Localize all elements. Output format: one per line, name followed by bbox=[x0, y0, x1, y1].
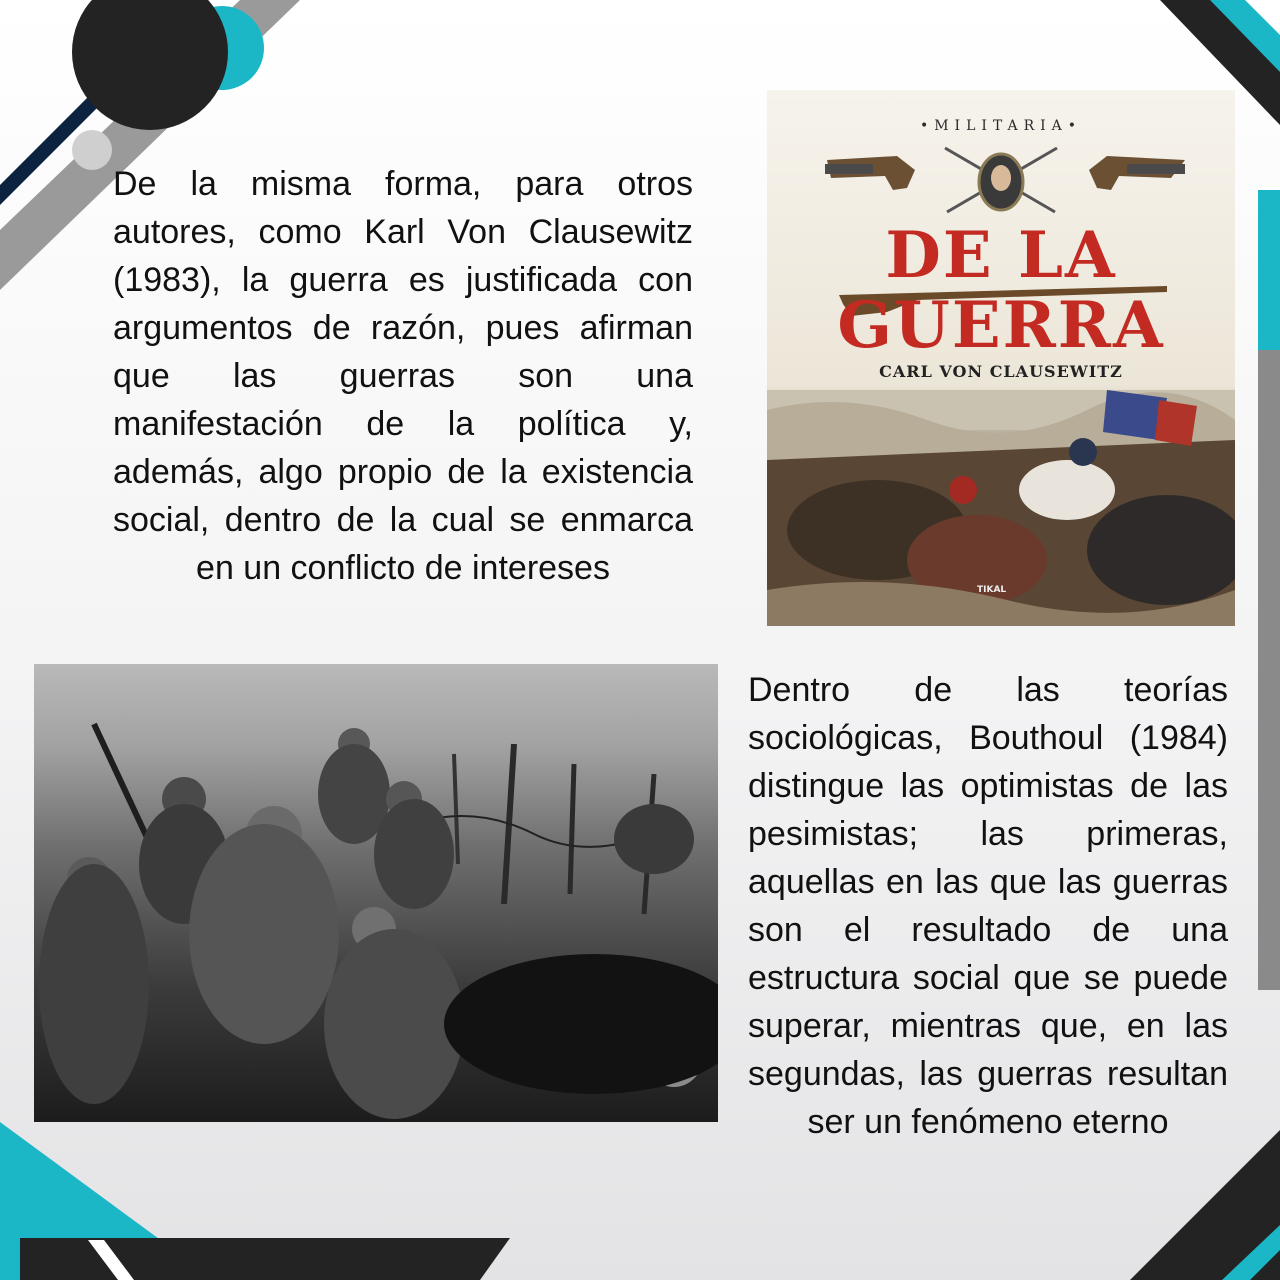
fence-post bbox=[570, 764, 574, 894]
soldier-silhouette bbox=[614, 804, 694, 874]
dark-circle-top-left bbox=[72, 0, 228, 130]
soldiers-in-trench-photo bbox=[34, 664, 718, 1122]
cover-title-line1: DE LA bbox=[885, 218, 1117, 293]
gray-dot-top-left bbox=[72, 130, 112, 170]
teal-bar-right bbox=[1258, 190, 1280, 350]
red-hat-icon bbox=[949, 476, 977, 504]
soldier-silhouette bbox=[189, 824, 339, 1044]
gray-bar-right bbox=[1258, 350, 1280, 990]
bouthoul-paragraph: Dentro de las teorías sociológicas, Bouthoul (1984) distingue las optimistas de las pesimistas; las primeras, aquellas en las que las guerras son el resultado de una estructura social que se puede superar, mientras que, en las segundas, las guerras resultan ser un fenómeno eterno bbox=[748, 671, 1228, 1141]
pistol-left-barrel-icon bbox=[825, 164, 873, 174]
book-cover-image bbox=[767, 90, 1235, 626]
soldier-silhouette bbox=[39, 864, 149, 1104]
white-horse-icon bbox=[1019, 460, 1115, 520]
clausewitz-paragraph: De la misma forma, para otros autores, como Karl Von Clausewitz (1983), la guerra es justificada con argumentos de razón, pues afirman que las guerras son una manifestación de la política y, además, algo propio de la existencia social, dentro de la cual se enmarca en un conflicto de intereses bbox=[113, 165, 693, 587]
portrait-face-icon bbox=[991, 165, 1011, 191]
pistol-right-barrel-icon bbox=[1127, 164, 1185, 174]
french-flag-red-icon bbox=[1155, 400, 1197, 446]
trench-illustration bbox=[34, 664, 718, 1122]
soldier-silhouette bbox=[374, 799, 454, 909]
rider-icon bbox=[1069, 438, 1097, 466]
fence-post bbox=[454, 754, 458, 864]
soldier-silhouette bbox=[324, 929, 464, 1119]
cover-series-label: •MILITARIA• bbox=[919, 118, 1083, 134]
cover-author: CARL VON CLAUSEWITZ bbox=[879, 362, 1123, 381]
cover-publisher: TIKAL bbox=[977, 585, 1007, 595]
trench-hole bbox=[444, 954, 718, 1094]
cover-title-line2: GUERRA bbox=[837, 288, 1165, 363]
